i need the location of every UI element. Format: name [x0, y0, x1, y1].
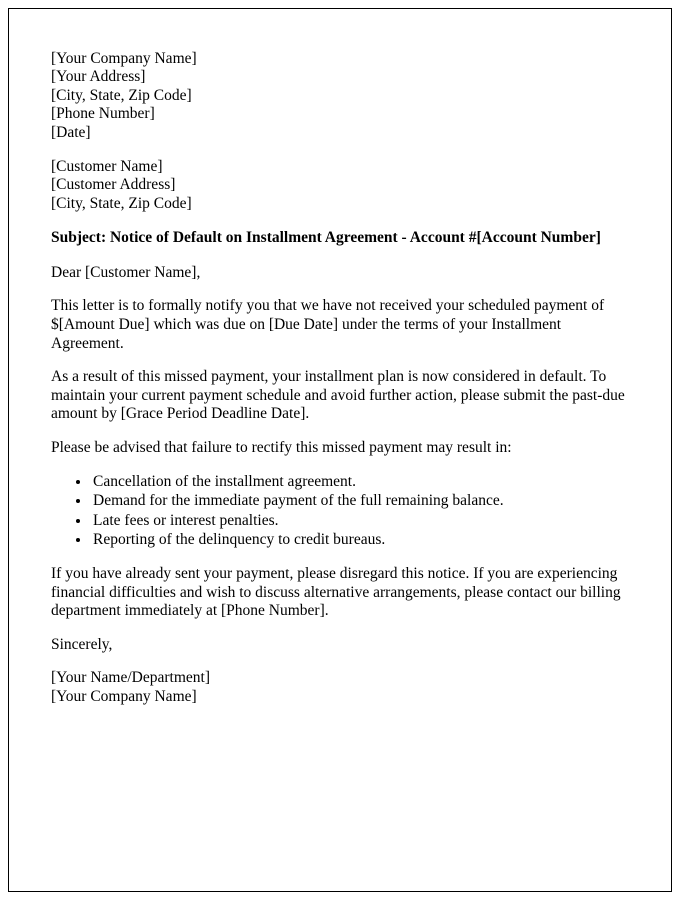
closing: Sincerely, [51, 635, 113, 653]
paragraph-notification: This letter is to formally notify you that we have not received your scheduled payment of $[Amount Due] which was due on [Due Date] under the terms of your Installment Agreement. [51, 297, 605, 352]
paragraph-consequences-intro: Please be advised that failure to rectify this missed payment may result in: [51, 439, 512, 456]
signature-block [51, 669, 629, 706]
recipient-name: [Customer Name] [51, 158, 163, 176]
subject-line: Subject: Notice of Default on Installment Agreement - Account #[Account Number] [51, 229, 601, 247]
sender-city-state-zip: [City, State, Zip Code] [51, 86, 192, 104]
recipient-address-block [51, 158, 629, 213]
sender-address-block [51, 50, 629, 142]
signature-company: [Your Company Name] [51, 687, 197, 705]
consequence-item-demand: • Demand for the immediate payment of the full remaining balance. [91, 492, 629, 511]
consequence-item-credit-reporting: • Reporting of the delinquency to credit bureaus. [91, 531, 629, 550]
letter-date: [Date] [51, 123, 91, 141]
consequence-list [51, 473, 629, 550]
consequence-item-late-fees: • Late fees or interest penalties. [91, 512, 629, 531]
consequence-item-cancellation: • Cancellation of the installment agreement. [91, 473, 629, 492]
sender-address: [Your Address] [51, 68, 146, 86]
paragraph-disregard-notice: If you have already sent your payment, please disregard this notice. If you are experiencing financial difficulties and wish to discuss alternative arrangements, please contact our billing department immediately at [Phone Number]. [51, 564, 621, 620]
paragraph-default-status: As a result of this missed payment, your installment plan is now considered in default. To maintain your current payment schedule and avoid further action, please submit the past-due amount by [Grace Period Deadline Date]. [51, 368, 625, 423]
sender-company: [Your Company Name] [51, 50, 197, 67]
signature-name-department: [Your Name/Department] [51, 669, 210, 687]
salutation: Dear [Customer Name], [51, 263, 201, 281]
recipient-address: [Customer Address] [51, 176, 176, 194]
sender-phone: [Phone Number] [51, 105, 155, 123]
letter-page [8, 8, 672, 892]
recipient-city-state-zip: [City, State, Zip Code] [51, 194, 192, 212]
